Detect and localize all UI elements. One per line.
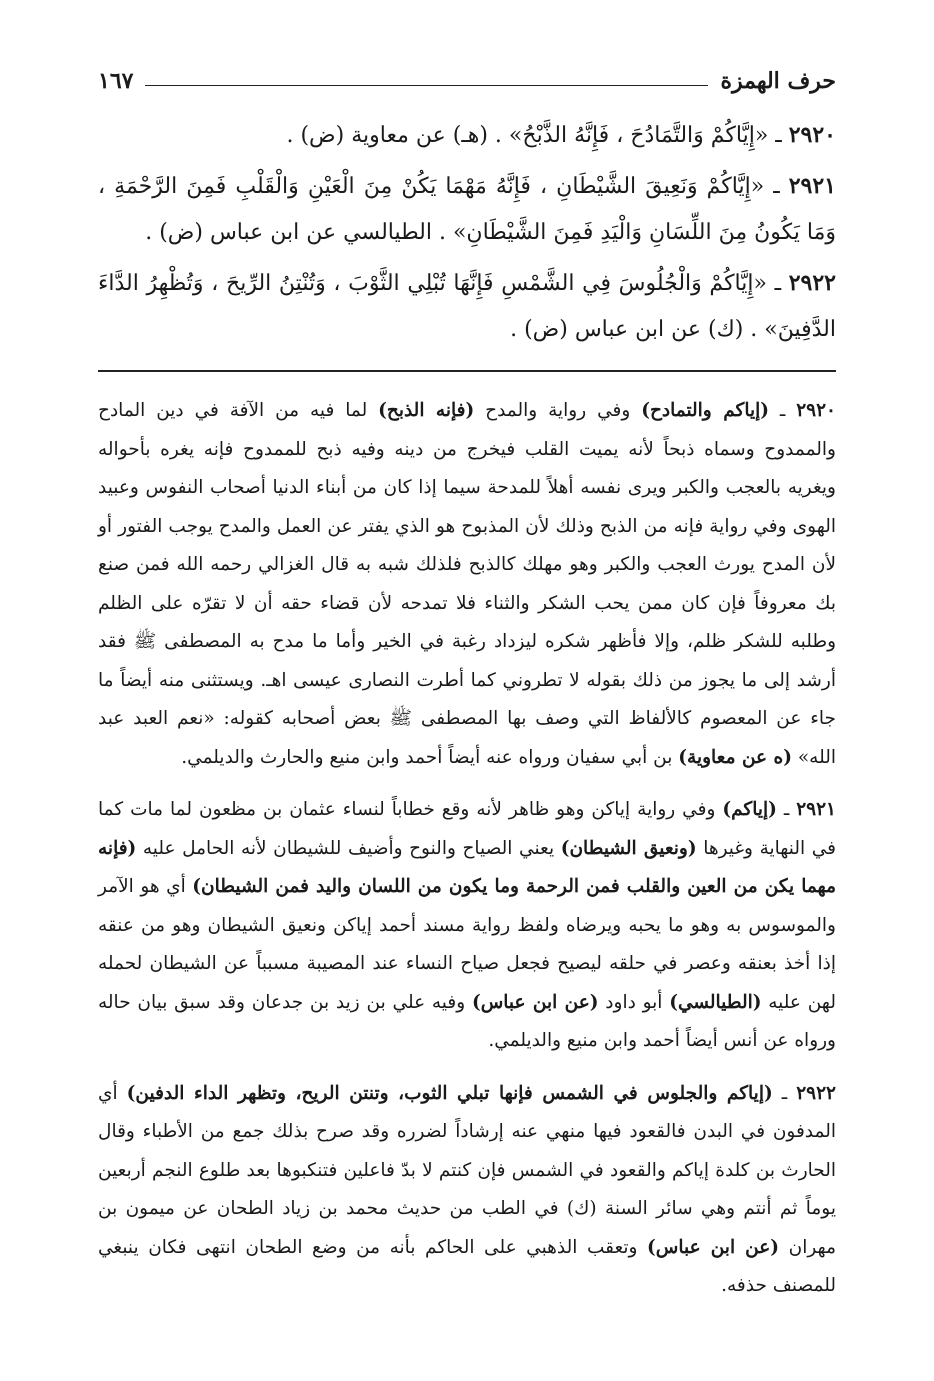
commentary-text: وفيه علي بن زيد بن جدعان وقد سبق بيان حاله ورواه عن أنس أيضاً أحمد وابن منيع والديلمي.	[98, 991, 836, 1051]
hadith-text-block	[98, 112, 836, 357]
commentary-paragraph: ٢٩٢١ ـ (إياكم) وفي رواية إياكن وهو ظاهر لأنه وقع خطاباً لنساء عثمان بن مظعون لما مات كما في النهاية وغيرها (ونعيق الشيطان) يعني الصياح والنوح وأضيف للشيطان لأنه الحامل عليه (فإنه مهما يكن من العين والقلب فمن الرحمة وما يكون من اللسان واليد فمن الشيطان) أي هو الآمر والموسوس به وهو ما يحبه ويرضاه ولفظ رواية مسند أحمد إياكن ونعيق الشيطان وهو من عنقه إذا أخذ بعنقه وعصر في حلقه ليصيح فجعل صياح النساء عند المصيبة مسبباً عن الشيطان لحمله لهن عليه (الطيالسي) أبو داود (عن ابن عباس) وفيه علي بن زيد بن جدعان وقد سبق بيان حاله ورواه عن أنس أيضاً أحمد وابن منيع والديلمي.	[98, 799, 837, 1051]
commentary-text: وفي رواية والمدح	[474, 400, 642, 421]
commentary-text: أي هو الآمر والموسوس به وهو ما يحبه ويرضاه ولفظ رواية مسند أحمد إياكن ونعيق الشيطان وهو من عنقه إذا أخذ بعنقه وعصر في حلقه ليصيح فجعل صياح النساء عند المصيبة مسبباً عن الشيطان لحمله لهن عليه	[98, 876, 836, 1013]
hadith-text: «إِيَّاكُمْ وَالتَّمَادُحَ ، فَإِنَّهُ الذَّبْحُ» . (هـ) عن معاوية (ض) .	[286, 123, 769, 148]
commentary-paragraph: ٢٩٢٠ ـ (إياكم والتمادح) وفي رواية والمدح (فإنه الذبح) لما فيه من الآفة في دين المادح والممدوح وسماه ذبحاً لأنه يميت القلب فيخرج من دينه وفيه ذبح للممدوح فإنه يغره بأحواله ويغريه بالعجب والكبر ويرى نفسه أهلاً للمدحة سيما إذا كان من أبناء الدنيا أصحاب النفوس وعبيد الهوى وفي رواية فإنه من الذبح وذلك لأن المذبوح هو الذي يفتر عن العمل والمدح يوجب الفتور أو لأن المدح يورث العجب والكبر وهو مهلك كالذبح فلذلك شبه به قال الغزالي رحمه الله فمن صنع بك معروفاً فإن كان ممن يحب الشكر والثناء فلا تمدحه لأن قضاء حقه أن لا تقرّه على الظلم وطلبه للشكر ظلم، وإلا فأظهر شكره ليزداد رغبة في الخير وأما ما مدح به المصطفى ﷺ فقد أرشد إلى ما يجوز من ذلك بقوله لا تطروني كما أطرت النصارى عيسى اهـ. ويستثنى منه أيضاً ما جاء عن المعصوم كالألفاظ التي وصف بها المصطفى ﷺ بعض أصحابه كقوله: «نعم العبد عبد الله» (ه عن معاوية) بن أبي سفيان ورواه عنه أيضاً أحمد وابن منيع والحارث والديلمي.	[98, 400, 836, 768]
commentary-paragraph: ٢٩٢٢ ـ (إياكم والجلوس في الشمس فإنها تبلي الثوب، وتنتن الريح، وتظهر الداء الدفين) أي المدفون في البدن فالقعود فيها منهي عنه إرشاداً لضرره وقد صرح بذلك جمع من الأطباء وقال الحارث بن كلدة إياكم والقعود في الشمس فإن كنتم لا بدّ فاعلين فتنكبوها بعد طلوع النجم أربعين يوماً ثم أنتم وهي سائر السنة (ك) في الطب من حديث محمد بن زياد الطحان عن ميمون بن مهران (عن ابن عباس) وتعقب الذهبي على الحاكم بأنه من وضع الطحان انتهى فكان ينبغي للمصنف حذفه.	[98, 1082, 836, 1296]
commentary-text: أبو داود	[598, 991, 670, 1013]
running-header	[98, 60, 836, 94]
commentary-text: يعني الصياح والنوح وأضيف للشيطان لأنه الحامل عليه	[136, 837, 561, 859]
commentary-block	[98, 392, 836, 1320]
commentary-quote: (فإنه الذبح)	[378, 400, 475, 421]
commentary-text: وتعقب الذهبي على الحاكم بأنه من وضع الطحان انتهى فكان ينبغي للمصنف حذفه.	[98, 1236, 836, 1296]
section-separator	[98, 370, 836, 372]
page-number: ١٦٧	[98, 68, 134, 94]
header-rule	[145, 85, 708, 86]
commentary-text: وفي رواية إياكن وهو ظاهر لأنه وقع خطاباً لنساء عثمان بن مظعون لما مات كما في النهاية وغيرها	[98, 799, 837, 859]
commentary-quote: (الطيالسي)	[669, 991, 762, 1013]
commentary-text: لما فيه من الآفة في دين المادح والممدوح وسماه ذبحاً لأنه يميت القلب فيخرج من دينه وفيه ذبح للممدوح فإنه يغره بأحواله ويغريه بالعجب والكبر ويرى نفسه أهلاً للمدحة سيما إذا كان من أبناء الدنيا أصحاب النفوس وعبيد الهوى وفي رواية فإنه من الذبح وذلك لأن المذبوح هو الذي يفتر عن العمل والمدح يوجب الفتور أو لأن المدح يورث العجب والكبر وهو مهلك كالذبح فلذلك شبه به قال الغزالي رحمه الله فمن صنع بك معروفاً فإن كان ممن يحب الشكر والثناء فلا تمدحه لأن قضاء حقه أن لا تقرّه على الظلم وطلبه للشكر ظلم، وإلا فأظهر شكره ليزداد رغبة في الخير وأما ما مدح به المصطفى ﷺ فقد أرشد إلى ما يجوز من ذلك بقوله لا تطروني كما أطرت النصارى عيسى اهـ. ويستثنى منه أيضاً ما جاء عن المعصوم كالألفاظ التي وصف بها المصطفى ﷺ بعض أصحابه كقوله: «نعم العبد عبد الله»	[98, 400, 836, 768]
commentary-quote: (إياكم والجلوس في الشمس فإنها تبلي الثوب، وتنتن الريح، وتظهر الداء الدفين)	[126, 1082, 773, 1104]
hadith-entry: ٢٩٢٠ ـ «إِيَّاكُمْ وَالتَّمَادُحَ ، فَإِنَّهُ الذَّبْحُ» . (هـ) عن معاوية (ض) .	[286, 122, 836, 148]
commentary-number: ٢٩٢١	[796, 799, 836, 820]
commentary-quote: (إياكم والتمادح)	[641, 400, 770, 421]
commentary-number: ٢٩٢٠	[796, 400, 836, 421]
commentary-quote: (عن ابن عباس)	[647, 1236, 780, 1258]
hadith-number: ٢٩٢١	[788, 173, 836, 199]
hadith-entry: ٢٩٢٢ ـ «إِيَّاكُمْ وَالْجُلُوسَ فِي الشَّمْسِ فَإِنَّهَا تُبْلِي الثَّوْبَ ، وَتُنْتِنُ الرِّيحَ ، وَتُظْهِرُ الدَّاءَ الدَّفِينَ» . (ك) عن ابن عباس (ض) .	[98, 270, 836, 342]
commentary-quote: (عن ابن عباس)	[471, 991, 599, 1013]
hadith-text: «إِيَّاكُمْ وَنَعِيقَ الشَّيْطَانِ ، فَإِنَّهُ مَهْمَا يَكُنْ مِنَ الْعَيْنِ وَالْقَلْبِ فَمِنَ الرَّحْمَةِ ، وَمَا يَكُونُ مِنَ اللِّسَانِ وَالْيَدِ فَمِنَ الشَّيْطَانِ» . الطيالسي عن ابن عباس (ض) .	[98, 174, 836, 245]
commentary-number: ٢٩٢٢	[796, 1082, 836, 1104]
commentary-text: بن أبي سفيان ورواه عنه أيضاً أحمد وابن منيع والحارث والديلمي.	[181, 746, 679, 768]
hadith-number: ٢٩٢٢	[788, 270, 836, 296]
hadith-text: «إِيَّاكُمْ وَالْجُلُوسَ فِي الشَّمْسِ فَإِنَّهَا تُبْلِي الثَّوْبَ ، وَتُنْتِنُ الرِّيحَ ، وَتُظْهِرُ الدَّاءَ الدَّفِينَ» . (ك) عن ابن عباس (ض) .	[98, 271, 836, 342]
commentary-quote: (ونعيق الشيطان)	[560, 837, 697, 859]
commentary-text: أي المدفون في البدن فالقعود فيها منهي عنه إرشاداً لضرره وقد صرح بذلك جمع من الأطباء وقال الحارث بن كلدة إياكم والقعود في الشمس فإن كنتم لا بدّ فاعلين فتنكبوها بعد طلوع النجم أربعين يوماً ثم أنتم وهي سائر السنة (ك) في الطب من حديث محمد بن زياد الطحان عن ميمون بن مهران	[98, 1082, 836, 1258]
hadith-number: ٢٩٢٠	[788, 122, 836, 148]
commentary-quote: (إياكم)	[722, 799, 777, 820]
chapter-title: حرف الهمزة	[720, 68, 836, 94]
commentary-quote: (ه عن معاوية)	[678, 746, 792, 768]
hadith-entry: ٢٩٢١ ـ «إِيَّاكُمْ وَنَعِيقَ الشَّيْطَانِ ، فَإِنَّهُ مَهْمَا يَكُنْ مِنَ الْعَيْنِ وَالْقَلْبِ فَمِنَ الرَّحْمَةِ ، وَمَا يَكُونُ مِنَ اللِّسَانِ وَالْيَدِ فَمِنَ الشَّيْطَانِ» . الطيالسي عن ابن عباس (ض) .	[98, 173, 836, 245]
commentary-quote: (فإنه مهما يكن من العين والقلب فمن الرحمة وما يكون من اللسان واليد فمن الشيطان)	[98, 837, 836, 897]
